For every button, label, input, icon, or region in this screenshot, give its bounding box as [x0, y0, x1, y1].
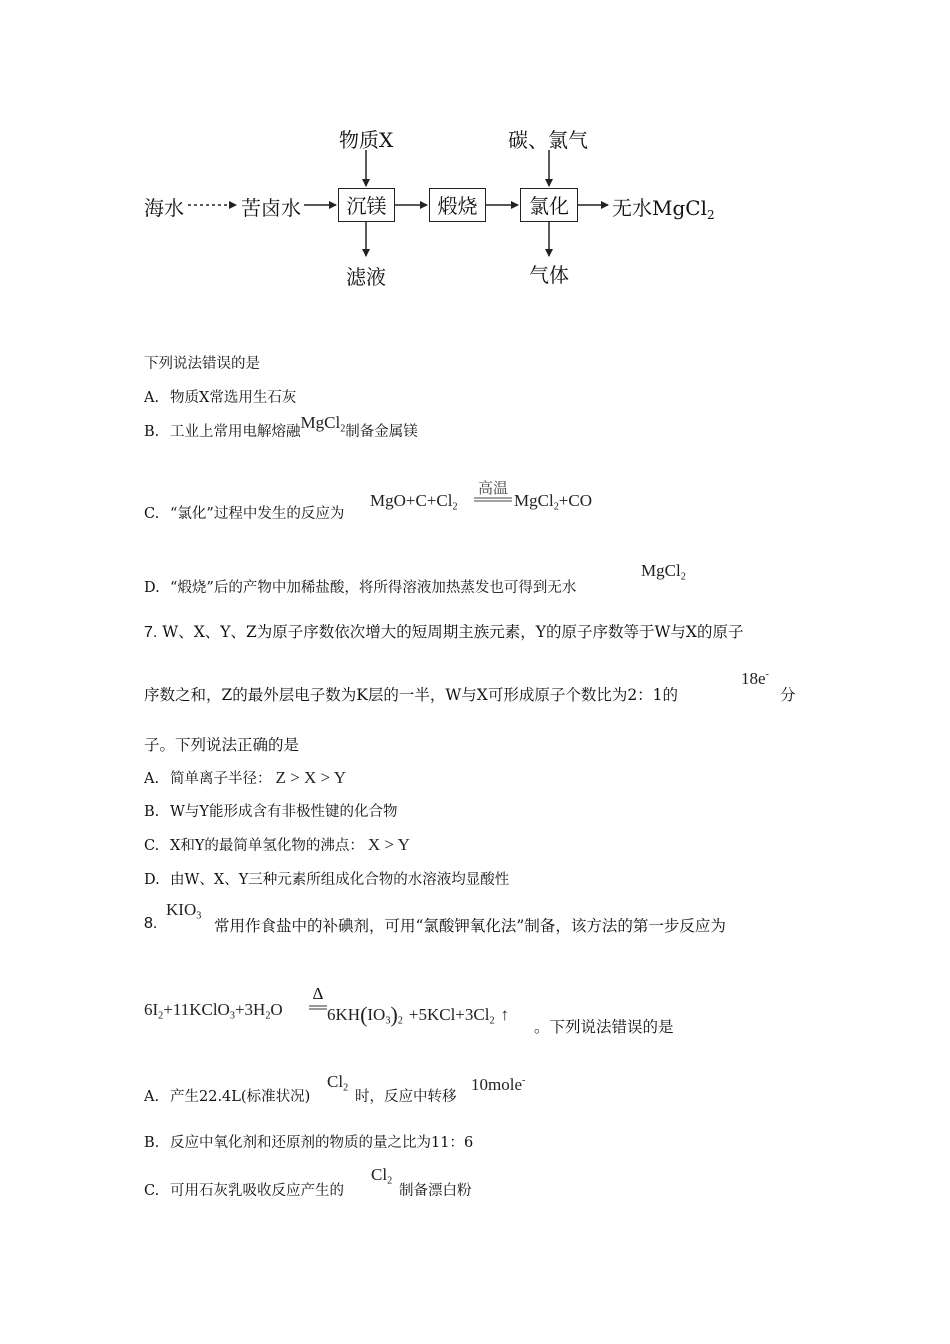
q6-option-c — [144, 502, 344, 523]
q7-option-d — [144, 868, 509, 889]
bottom-label-filtrate: 滤液 — [346, 265, 386, 289]
q6-c-double-line — [474, 497, 512, 503]
q8-num: 8. — [144, 915, 158, 932]
q8-eq-io3: IO — [367, 1005, 386, 1024]
q8-a-electrons — [471, 1075, 525, 1095]
q6-option-a — [144, 386, 296, 407]
bottom-label-gas: 气体 — [529, 263, 569, 287]
q6-c-rhs — [514, 491, 592, 511]
q8-a-pre: 产生22.4L(标准状况) — [170, 1089, 311, 1105]
q6-stem: 下列说法错误的是 — [144, 356, 260, 372]
seawater-label: 海水 — [144, 196, 184, 220]
q6-b-chem — [300, 413, 346, 435]
q6-a-label: A. — [144, 390, 160, 406]
q8-kio3-sub: 3 — [196, 910, 202, 922]
q8-a-electrons-formula: 10mole — [471, 1075, 522, 1094]
q6-d-label: D. — [144, 580, 160, 596]
q7-c-chem: X > Y — [367, 835, 410, 854]
q8-kio3 — [166, 900, 201, 920]
q6-option-d — [144, 576, 576, 597]
q8-c-pre: 可用石灰乳吸收反应产生的 — [170, 1183, 344, 1199]
q8-c-label: C. — [144, 1183, 160, 1199]
q7-a-chem: Z > X > Y — [275, 768, 346, 787]
q6-c-lhs: MgO+C+Cl — [370, 491, 453, 510]
q8-c-post: 制备漂白粉 — [399, 1183, 472, 1199]
q8-option-c — [144, 1179, 344, 1200]
q6-b-post: 制备金属镁 — [345, 424, 418, 440]
q8-kio3-formula: KIO — [166, 900, 197, 919]
box-precipitate-mg: 沉镁 — [338, 188, 395, 222]
q7-d-text: 由W、X、Y三种元素所组成化合物的水溶液均显酸性 — [170, 872, 510, 888]
q8-eq-kclo3-sub: 3 — [229, 1010, 235, 1022]
q8-a-label: A. — [144, 1089, 160, 1105]
q6-d-chem — [641, 561, 686, 581]
q6-b-label: B. — [144, 424, 160, 440]
q6-d-subscript: 2 — [680, 571, 686, 583]
q6-c-rhs-post: +CO — [558, 491, 592, 510]
top-label-substance-x: 物质X — [339, 128, 394, 152]
q8-a-mid: 时，反应中转移 — [355, 1089, 457, 1105]
q6-d-pre: “煅烧”后的产物中加稀盐酸，将所得溶液加热蒸发也可得到无水 — [170, 580, 577, 596]
q7-option-a — [144, 767, 346, 788]
q7-b-label: B. — [144, 804, 160, 820]
q8-eq-cl2-sub: 2 — [489, 1015, 495, 1027]
q7-b-text: W与Y能形成含有非极性键的化合物 — [170, 804, 398, 820]
q8-eq-io3-sub: 3 — [385, 1015, 391, 1027]
q8-option-a — [144, 1085, 310, 1106]
q6-d-formula: MgCl — [641, 561, 681, 580]
q8-eq-i2: 6I — [144, 1000, 159, 1019]
q7-c-pre: X和Y的最简单氢化物的沸点： — [170, 838, 364, 854]
q8-eq-h2-sub: 2 — [265, 1010, 271, 1022]
q6-c-equation — [370, 491, 458, 511]
q6-c-condition: 高温 — [477, 479, 508, 497]
q8-c-cl2-sub: 2 — [387, 1175, 393, 1187]
q7-c-label: C. — [144, 838, 160, 854]
q6-c-rhs-sub: 2 — [553, 501, 559, 513]
q7-line1 — [144, 620, 743, 642]
q6-a-text: 物质X常选用生石灰 — [170, 390, 297, 406]
q7-line3: 子。下列说法正确的是 — [144, 736, 300, 754]
bittern-label: 苦卤水 — [241, 196, 301, 220]
q8-line1-post: 常用作食盐中的补碘剂，可用“氯酸钾氧化法”制备，该方法的第一步反应为 — [214, 917, 726, 935]
q7-18e-formula: 18e — [741, 669, 766, 688]
top-label-carbon-chlorine: 碳、氯气 — [508, 128, 588, 152]
q8-c-cl2 — [371, 1165, 392, 1185]
q7-line2-text: 序数之和，Z的最外层电子数为K层的一半，W与X可形成原子个数比为2：1的 — [144, 686, 679, 704]
q8-a-cl2-formula: Cl — [327, 1072, 344, 1091]
q8-option-b — [144, 1131, 473, 1152]
q7-a-label: A. — [144, 771, 160, 787]
q7-number: 7. — [144, 624, 158, 641]
q8-number — [144, 914, 157, 933]
q6-b-pre: 工业上常用电解熔融 — [170, 424, 301, 440]
q8-equation-rhs — [327, 1000, 509, 1026]
q7-line2 — [144, 683, 678, 705]
q8-eq-paren-sub: 2 — [397, 1015, 403, 1027]
flowchart-arrows — [0, 0, 950, 300]
q7-line1-text: W、X、Y、Z为原子序数依次增大的短周期主族元素，Y的原子序数等于W与X的原子 — [162, 623, 744, 641]
q8-equation-post: 。下列说法错误的是 — [534, 1018, 674, 1036]
q6-c-pre: “氯化”过程中发生的反应为 — [170, 506, 345, 522]
q8-eq-kclo3: +11KClO — [163, 1000, 230, 1019]
q8-eq-rparen: ) — [390, 1002, 398, 1027]
q7-line2-post: 分 — [780, 686, 796, 704]
q8-eq-lparen: ( — [360, 1002, 368, 1027]
q8-eq-gas-arrow: ↑ — [500, 1005, 510, 1024]
product-text: 无水MgCl — [612, 196, 707, 220]
q6-b-subscript: 2 — [340, 423, 346, 435]
box-chlorinate: 氯化 — [520, 188, 578, 222]
q8-b-label: B. — [144, 1135, 160, 1151]
q8-eq-kh: 6KH — [327, 1005, 361, 1024]
box-calcine: 煅烧 — [429, 188, 486, 222]
q8-b-text: 反应中氧化剂和还原剂的物质的量之比为11：6 — [170, 1135, 474, 1151]
q8-eq-double-line — [309, 1005, 327, 1011]
q8-equation-lhs — [144, 1000, 283, 1020]
q8-eq-h2: +3H — [234, 1000, 266, 1019]
q6-c-lhs-sub: 2 — [452, 501, 458, 513]
q8-eq-i2-sub: 2 — [158, 1010, 164, 1022]
q8-c-cl2-formula: Cl — [371, 1165, 388, 1184]
q8-a-cl2 — [327, 1072, 348, 1092]
q6-option-b — [144, 413, 418, 441]
q8-a-electrons-sup: - — [522, 1074, 526, 1086]
q7-d-label: D. — [144, 872, 160, 888]
product-label — [612, 192, 715, 221]
q7-18e-sup: - — [765, 668, 769, 680]
q8-delta: Δ — [312, 984, 324, 1003]
q6-c-label: C. — [144, 506, 160, 522]
q6-b-formula: MgCl — [300, 413, 341, 432]
q6-c-rhs-formula: MgCl — [514, 491, 554, 510]
q7-a-pre: 简单离子半径： — [170, 771, 272, 787]
q8-a-cl2-sub: 2 — [343, 1082, 349, 1094]
product-subscript: 2 — [706, 208, 715, 223]
q7-option-c — [144, 834, 410, 855]
q7-option-b — [144, 800, 397, 821]
q8-eq-kcl-cl2: +5KCl+3Cl — [408, 1005, 490, 1024]
q8-eq-o: O — [270, 1000, 283, 1019]
q7-18e — [741, 669, 769, 689]
